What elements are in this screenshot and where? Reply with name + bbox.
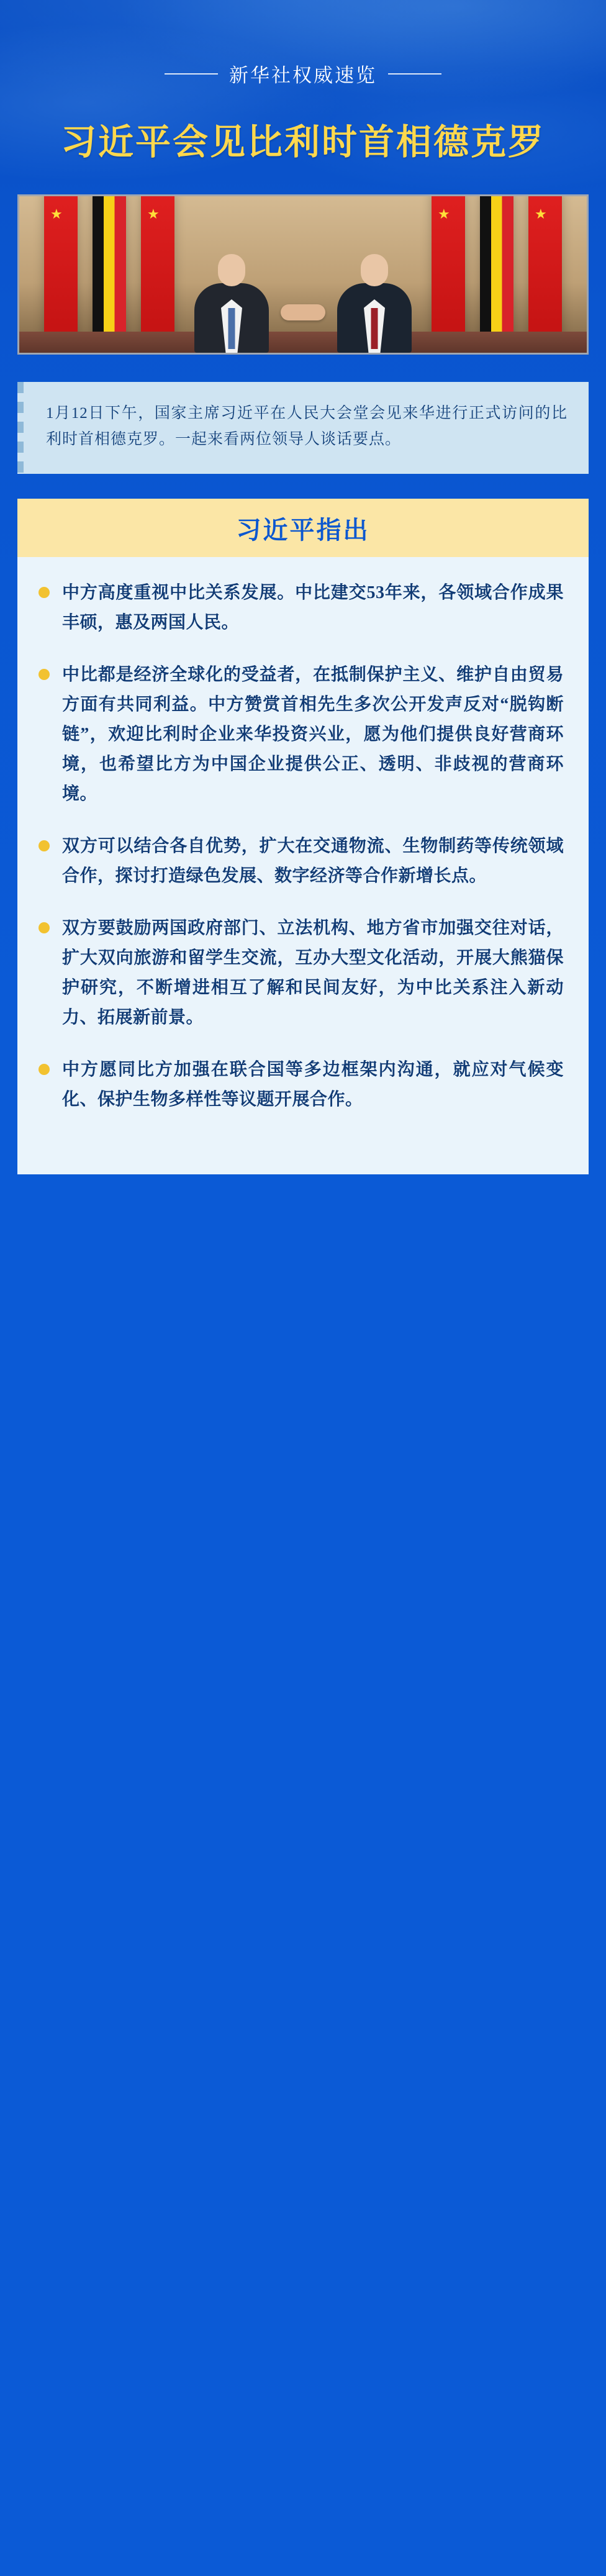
belgium-flag-icon	[480, 196, 513, 348]
poster-header	[0, 0, 606, 165]
list-item-text: 中方高度重视中比关系发展。中比建交53年来，各领域合作成果丰硕，惠及两国人民。	[62, 583, 564, 632]
list-item	[38, 914, 564, 1033]
china-flag-icon	[44, 196, 78, 348]
list-item	[38, 1055, 564, 1115]
panel-header	[17, 499, 589, 557]
list-item	[38, 578, 564, 638]
panel-body	[17, 557, 589, 1115]
rule-right-icon	[388, 73, 441, 75]
list-item-text: 双方可以结合各自优势，扩大在交通物流、生物制药等传统领域合作，探讨打造绿色发展、数字经济等合作新增长点。	[62, 837, 564, 886]
china-flag-icon	[432, 196, 465, 348]
eyebrow-label: 新华社权威速览	[229, 65, 377, 86]
photo-scene	[19, 196, 587, 353]
list-item-text: 中比都是经济全球化的受益者，在抵制保护主义、维护自由贸易方面有共同利益。中方赞赏首相先生多次公开发声反对“脱钩断链”，欢迎比利时企业来华投资兴业，愿为他们提供良好营商环境，也希望比方为中国企业提供公正、透明、非歧视的营商环境。	[62, 665, 564, 804]
person-left	[194, 250, 269, 353]
photo-floor	[19, 332, 587, 353]
bullet-dot-icon	[38, 587, 50, 598]
tie-shape	[228, 308, 235, 349]
news-photo	[17, 194, 589, 355]
head-shape	[361, 254, 388, 286]
bullet-dot-icon	[38, 1064, 50, 1075]
list-item-text: 中方愿同比方加强在联合国等多边框架内沟通，就应对气候变化、保护生物多样性等议题开展合作。	[62, 1060, 564, 1109]
tie-shape	[371, 308, 378, 349]
handshake-icon	[281, 304, 325, 320]
head-shape	[218, 254, 245, 286]
list-item-text: 双方要鼓励两国政府部门、立法机构、地方省市加强交往对话，扩大双向旅游和留学生交流，互办大型文化活动，开展大熊猫保护研究，不断增进相互了解和民间友好，为中比关系注入新动力、拓展新前景。	[62, 918, 564, 1027]
bullet-dot-icon	[38, 669, 50, 680]
rule-left-icon	[165, 73, 218, 75]
content-panel	[17, 499, 589, 1174]
list-item	[38, 832, 564, 891]
panel-title: 习近平指出	[236, 515, 370, 544]
list-item	[38, 660, 564, 809]
lead-paragraph-card	[17, 382, 589, 474]
bullet-dot-icon	[38, 840, 50, 851]
page-title: 习近平会见比利时首相德克罗	[61, 123, 545, 162]
eyebrow-line	[0, 60, 606, 88]
lead-paragraph-text: 1月12日下午，国家主席习近平在人民大会堂会见来华进行正式访问的比利时首相德克罗。一起来看两位领导人谈话要点。	[46, 405, 568, 448]
belgium-flag-icon	[93, 196, 126, 348]
person-right	[337, 250, 412, 353]
china-flag-icon	[528, 196, 562, 348]
bullet-dot-icon	[38, 922, 50, 933]
china-flag-icon	[141, 196, 174, 348]
